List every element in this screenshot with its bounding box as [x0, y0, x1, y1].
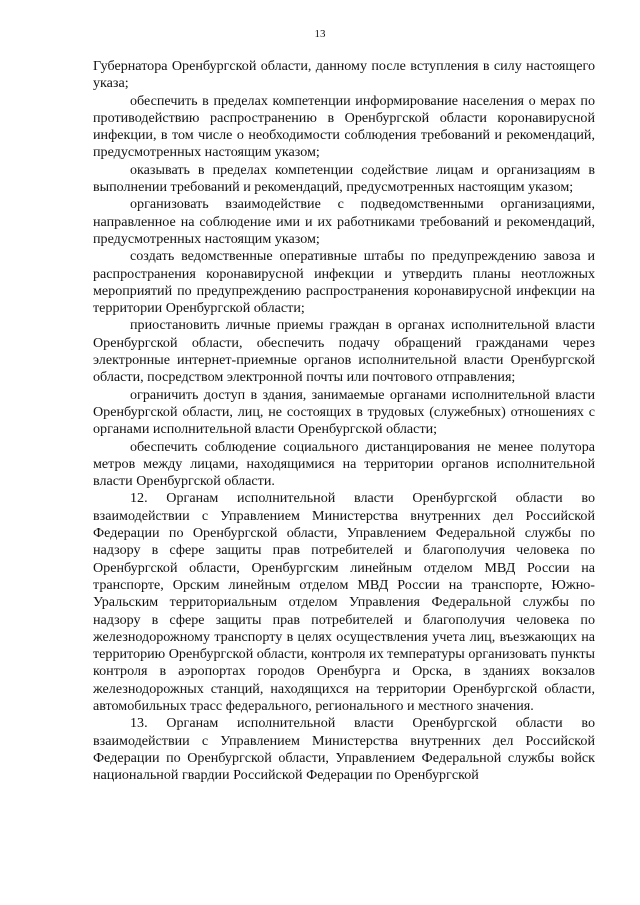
document-body [93, 58, 595, 784]
paragraph-assist-persons: оказывать в пределах компетенции содействие лицам и организациям в выполнении требований и рекомендаций, предусмотренных настоящим указом; [93, 161, 595, 196]
paragraph-suspend-receptions: приостановить личные приемы граждан в органах исполнительной власти Оренбургской области, обеспечить подачу обращений гражданами через электронные интернет-приемные органов исполнительной власти Оренбургской области, посредством электронной почты или почтового отправления; [93, 317, 595, 386]
paragraph-inform-population: обеспечить в пределах компетенции информирование населения о мерах по противодействию распространению в Оренбургской области коронавирусной инфекции, в том числе о необходимости соблюдения требований и рекомендаций, предусмотренных настоящим указом; [93, 92, 595, 161]
paragraph-organize-interaction: организовать взаимодействие с подведомственными организациями, направленное на соблюдение ими и их работниками требований и рекомендаций, предусмотренных настоящим указом; [93, 196, 595, 247]
page-number: 13 [314, 28, 326, 40]
paragraph-social-distancing: обеспечить соблюдение социального дистанцирования не менее полутора метров между лицами, находящимися на территории органов исполнительной власти Оренбургской области. [93, 438, 595, 490]
paragraph-item-13: 13. Органам исполнительной власти Оренбургской области во взаимодействии с Управлением Министерства внутренних дел Российской Федерации по Оренбургской области, Управлением Федеральной службы войск национальной гвардии Российской Федерации по Оренбургской [93, 715, 595, 784]
paragraph-continuation: Губернатора Оренбургской области, данному после вступления в силу настоящего указа; [93, 58, 595, 92]
paragraph-operational-headquarters: создать ведомственные оперативные штабы по предупреждению завоза и распространения коронавирусной инфекции и утвердить планы неотложных мероприятий по предупреждению распространения коронавирусной инфекции на территории Оренбургской области; [93, 248, 595, 317]
paragraph-item-12: 12. Органам исполнительной власти Оренбургской области во взаимодействии с Управлением Министерства внутренних дел Российской Федерации по Оренбургской области, Управлением Федеральной службы по надзору в сфере защиты прав потребителей и благополучия человека по Оренбургской области, Оренбургским линейным отделом МВД России на транспорте, Орским линейным отделом МВД России на транспорте, Южно-Уральским территориальным отделом Управления Федеральной службы по надзору в сфере защиты прав потребителей и благополучия человека по железнодорожному транспорту в целях осуществления учета лиц, въезжающих на территорию Оренбургской области, контроля их температуры организовать пункты контроля в аэропортах городов Оренбурга и Орска, в зданиях вокзалов железнодорожных станций, находящихся на территории Оренбургской области, автомобильных трасс федерального, регионального и местного значения. [93, 490, 595, 714]
paragraph-restrict-access: ограничить доступ в здания, занимаемые органами исполнительной власти Оренбургской области, лиц, не состоящих в трудовых (служебных) отношениях с органами исполнительной власти Оренбургской области; [93, 386, 595, 438]
